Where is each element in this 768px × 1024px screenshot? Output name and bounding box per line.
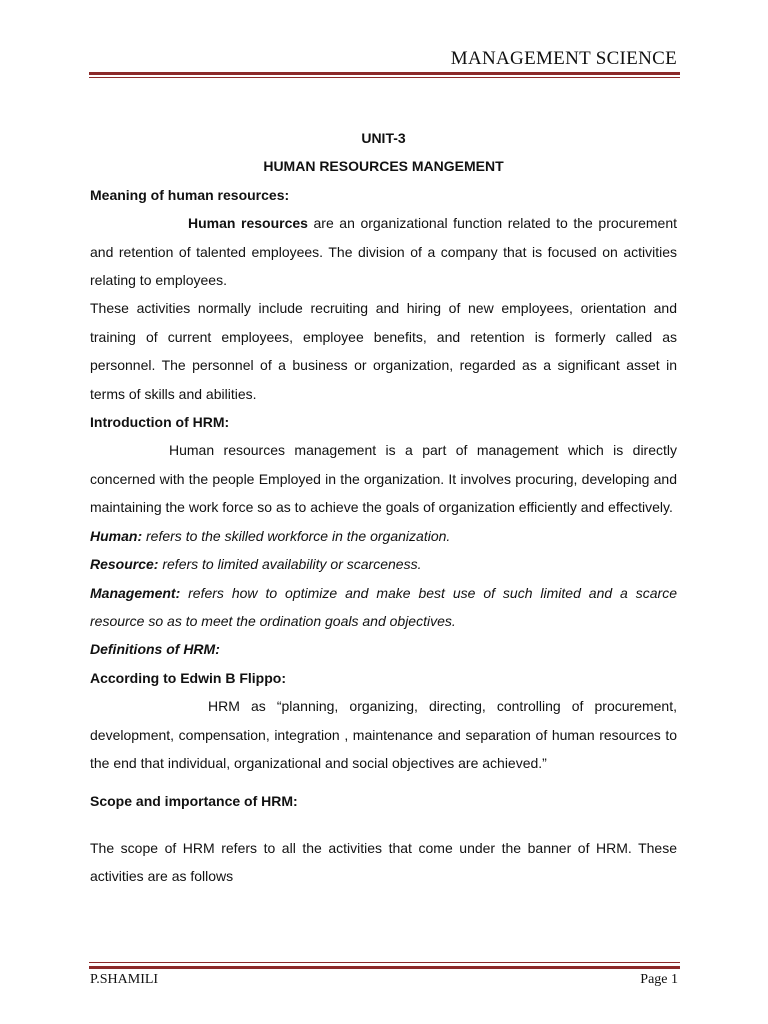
intro-paragraph: Human resources management is a part of management which is directly concerned with the people Employed in the organization. It involves procuring, developing and maintaining the work force so as to achieve the goals of organization efficiently and effectively. — [90, 442, 677, 516]
intro-heading: Introduction of HRM: — [90, 414, 230, 431]
resource-text: refers to limited availability or scarceness. — [158, 556, 422, 573]
meaning-term: Human resources — [188, 215, 308, 232]
chapter-title: HUMAN RESOURCES MANGEMENT — [263, 158, 504, 175]
running-header-title: MANAGEMENT SCIENCE — [450, 48, 677, 69]
human-text: refers to the skilled workforce in the organization. — [142, 527, 451, 544]
header-rule-thick — [89, 72, 680, 75]
footer-rule-thick — [89, 966, 680, 969]
human-label: Human: — [90, 527, 143, 544]
meaning-text: are an organizational function related to the procurement and retention of talented employees. The division of a company that is focused on activities relating to employees. — [90, 215, 677, 289]
unit-heading: UNIT-3 — [361, 130, 406, 146]
management-text: refers how to optimize and make best use of such limited and a scarce resource so as to meet the ordination goals and objectives. — [90, 584, 677, 629]
footer-rule-thin — [89, 962, 680, 963]
meaning-paragraph — [90, 209, 677, 294]
flippo-quote: HRM as “planning, organizing, directing, controlling of procurement, development, compensation, integration , maintenance and separation of human resources to the end that individual, organizational and social objectives are achieved.” — [90, 698, 677, 771]
resource-label: Resource: — [90, 556, 159, 573]
document-body — [90, 124, 677, 891]
footer-author: P.SHAMILI — [90, 972, 159, 987]
management-definition — [90, 579, 677, 636]
human-definition — [90, 522, 677, 550]
flippo-heading: According to Edwin B Flippo: — [90, 669, 286, 686]
definitions-heading: Definitions of HRM: — [90, 641, 220, 658]
footer-page-number: Page 1 — [640, 972, 678, 987]
activities-paragraph: These activities normally include recruiting and hiring of new employees, orientation and training of current employees, employee benefits, and retention is formerly called as personnel. The personnel of a business or organization, regarded as a significant asset in terms of skills and abilities. — [90, 300, 677, 402]
scope-heading: Scope and importance of HRM: — [90, 793, 298, 810]
header-rule-thin — [89, 77, 680, 78]
scope-paragraph: The scope of HRM refers to all the activities that come under the banner of HRM. These activities are as follows — [90, 839, 677, 885]
meaning-heading: Meaning of human resources: — [90, 186, 290, 203]
resource-definition — [90, 550, 677, 578]
management-label: Management: — [90, 584, 181, 601]
